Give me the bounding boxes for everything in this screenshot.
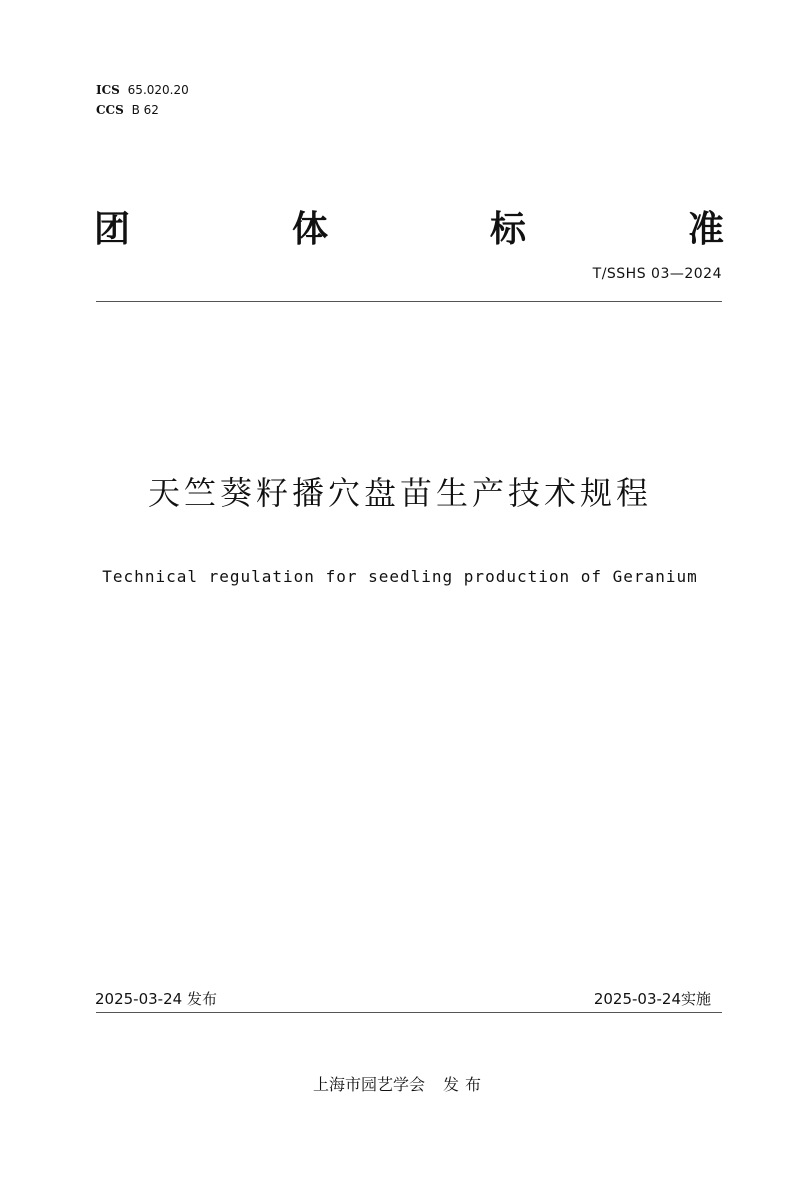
heading-char: 团: [94, 208, 131, 250]
publisher-line: [0, 1072, 800, 1095]
ics-label: ICS: [96, 83, 120, 97]
publish-action: 发布: [443, 1075, 488, 1094]
heading-char: 准: [687, 208, 724, 250]
footer-divider: [96, 1012, 722, 1013]
ccs-value: B 62: [131, 103, 159, 117]
heading-char: 标: [489, 208, 526, 250]
classification-codes: [96, 80, 189, 120]
issue-date: 2025-03-24 发布: [95, 990, 217, 1008]
ccs-label: CCS: [96, 103, 124, 117]
title-english: Technical regulation for seedling production of Geranium: [102, 567, 698, 586]
ics-code-line: [96, 80, 189, 100]
publisher-name: 上海市园艺学会: [312, 1075, 425, 1094]
ccs-code-line: [96, 100, 189, 120]
standard-number: T/SSHS 03—2024: [592, 266, 722, 282]
standard-type-heading: [94, 200, 724, 252]
header-divider: [96, 301, 722, 302]
title-chinese: 天竺葵籽播穴盘苗生产技术规程: [147, 474, 652, 512]
implementation-date: 2025-03-24实施: [593, 990, 711, 1008]
ics-value: 65.020.20: [127, 83, 189, 97]
heading-char: 体: [291, 208, 328, 250]
